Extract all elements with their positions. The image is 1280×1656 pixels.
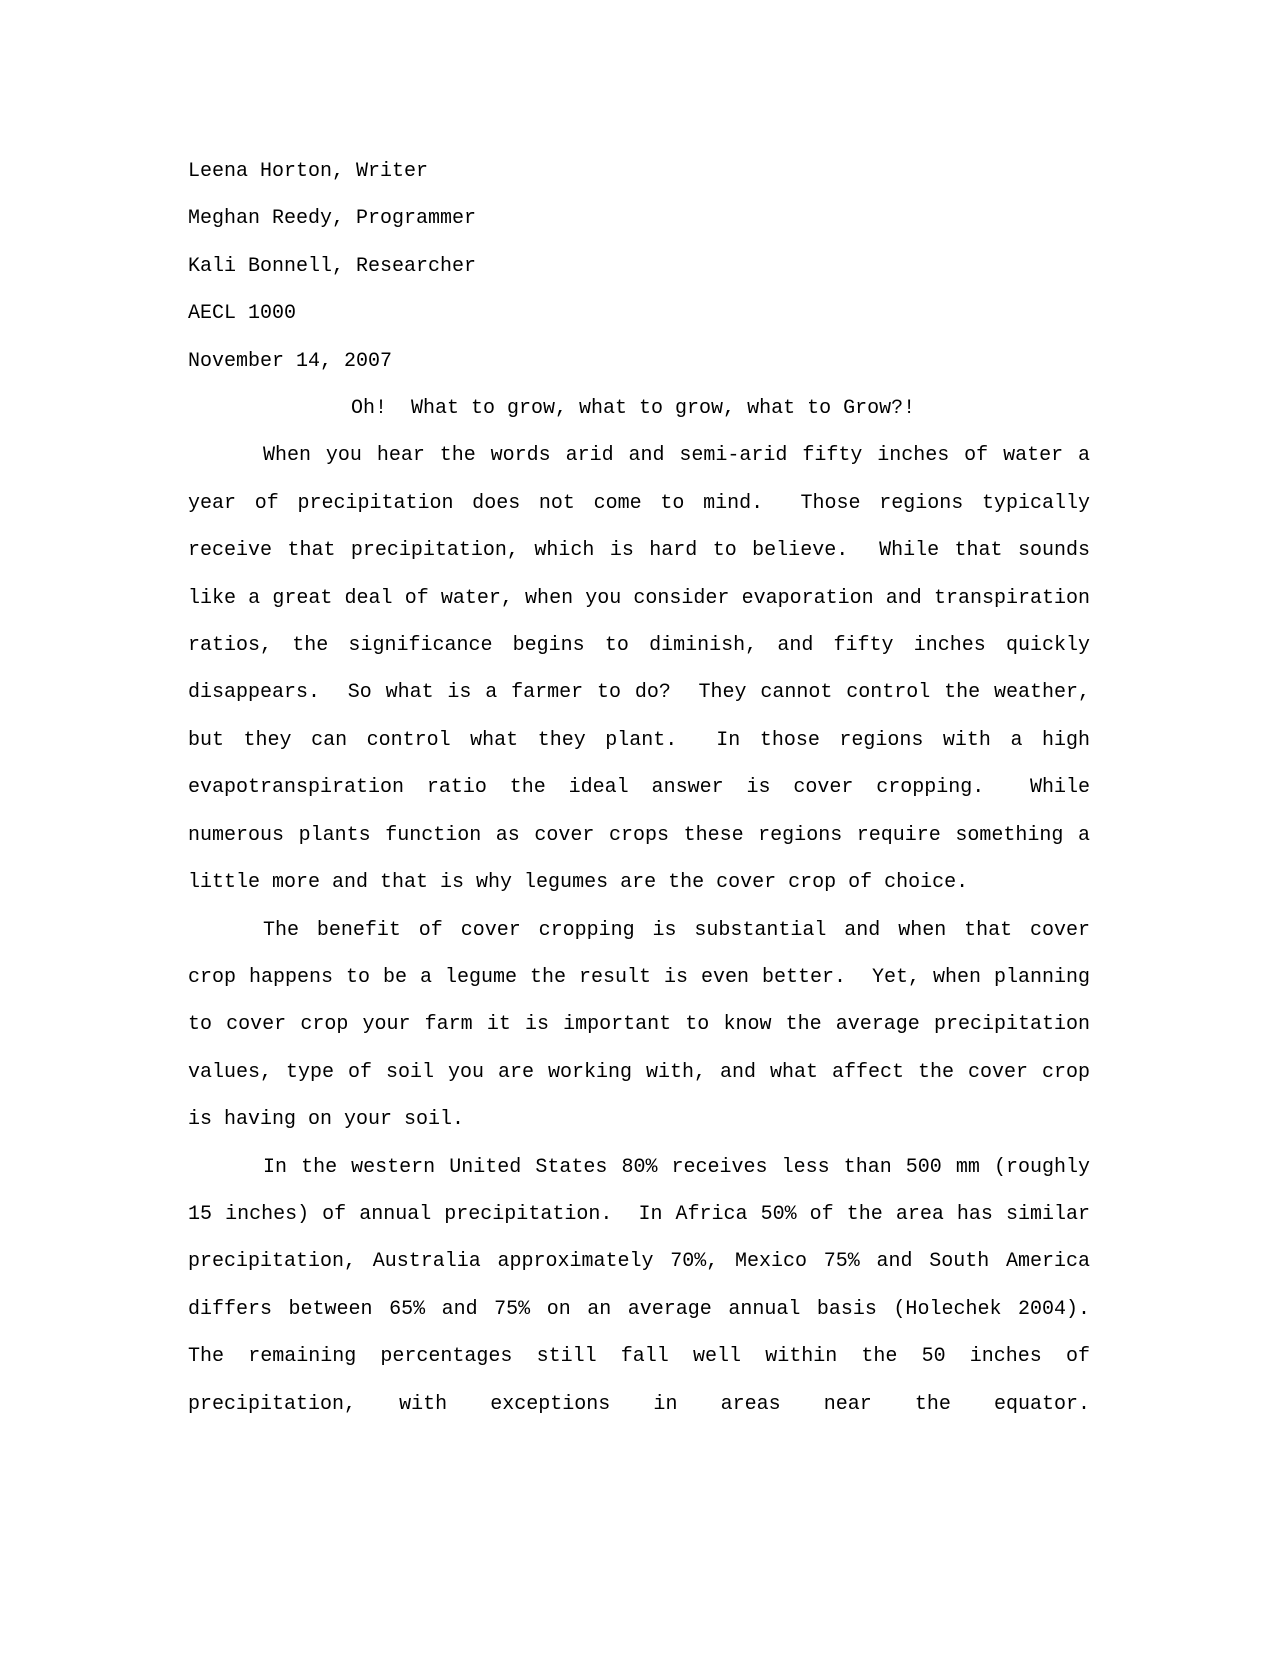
author-researcher: Kali Bonnell, Researcher bbox=[188, 254, 477, 278]
paragraph-3: In the western United States 80% receives less than 500 mm (roughly 15 inches) of annual precipitation. In Africa 50% of the area has similar precipitation, Australia approximately 70%, Mexico 75% and South America differs between 65% and 75% on an average annual basis (Holechek 2004). The remaining percentages still fall well within the 50 inches of precipitation, with exceptions in areas near the equator. bbox=[188, 1155, 1115, 1416]
author-programmer: Meghan Reedy, Programmer bbox=[188, 207, 477, 231]
document-date: November 14, 2007 bbox=[188, 349, 393, 373]
document-body bbox=[188, 148, 1115, 1428]
paragraph-1: When you hear the words arid and semi-arid fifty inches of water a year of precipitation does not come to mind. Those regions typically receive that precipitation, which is hard to believe. While that sounds like a great deal of water, when you consider evaporation and transpiration ratios, the significance begins to diminish, and fifty inches quickly disappears. So what is a farmer to do? They cannot control the weather, but they can control what they plant. In those regions with a high evapotranspiration ratio the ideal answer is cover cropping. While numerous plants function as cover crops these regions require something a little more and that is why legumes are the cover crop of choice. bbox=[188, 444, 1103, 895]
author-writer: Leena Horton, Writer bbox=[188, 160, 429, 183]
paragraph-2: The benefit of cover cropping is substantial and when that cover crop happens to be a legume the result is even better. Yet, when planning to cover crop your farm it is important to know the average precipitation values, type of soil you are working with, and what affect the cover crop is having on your soil. bbox=[188, 918, 1103, 1132]
document-title: Oh! What to grow, what to grow, what to Grow?! bbox=[351, 397, 916, 421]
course-code: AECL 1000 bbox=[188, 302, 297, 326]
